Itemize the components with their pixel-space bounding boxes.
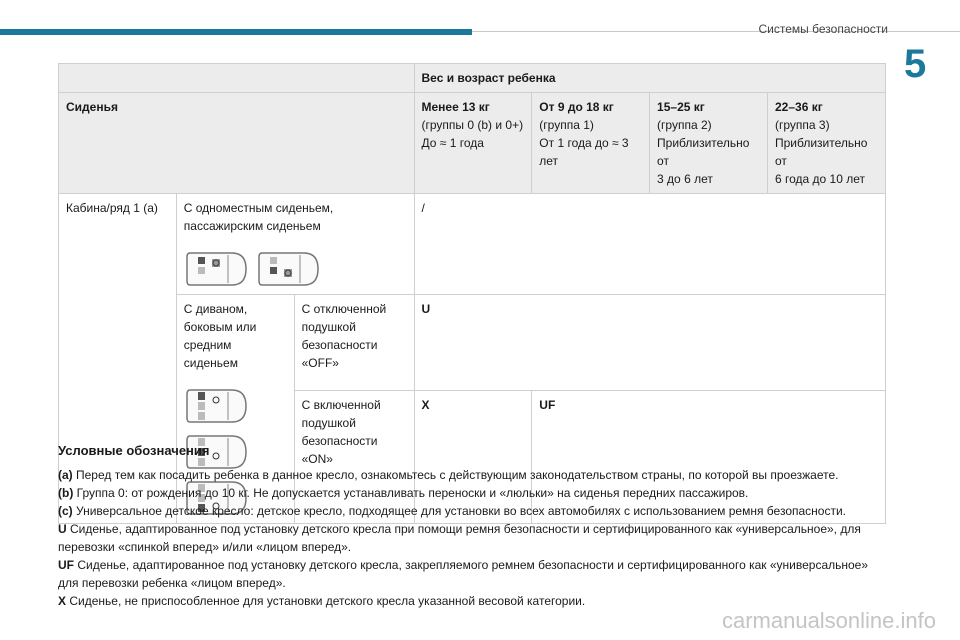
group-line: (группа 3) (775, 118, 830, 132)
legend-text: Перед тем как посадить ребенка в данное кресло, ознакомьтесь с действующим законодательством страны, по которой вы проезжаете. (72, 468, 839, 482)
single-seat-value: / (414, 194, 885, 295)
seat-type-label: С диваном, боковым или средним сиденьем (183, 302, 257, 370)
seat-type-label: С одноместным сиденьем, пассажирским сиденьем (183, 201, 334, 233)
legend-text: Универсальное детское кресло: детское кресло, подходящее для установки во всех автомобилях с использованием ремня безопасности. (72, 504, 846, 518)
group-line: (группы 0 (b) и 0+) (421, 118, 524, 132)
cabin-row-label: Кабина/ряд 1 (a) (59, 194, 177, 524)
legend-key: X (58, 594, 67, 608)
group-line: (группа 2) (657, 118, 712, 132)
legend-key: UF (58, 558, 74, 572)
legend-text: Сиденье, не приспособленное для установки детского кресла указанной весовой категории. (66, 594, 586, 608)
legend-item (58, 502, 888, 520)
airbag-off-label: С отключенной подушкой безопасности «OFF» (294, 295, 414, 391)
legend-key: (c) (58, 504, 73, 518)
airbag-off-value: U (414, 295, 885, 391)
group-title: 22–36 кг (775, 100, 823, 114)
group-title: От 9 до 18 кг (539, 100, 614, 114)
van-seat-diagram-icon (184, 249, 250, 289)
legend (58, 442, 888, 610)
legend-text: Сиденье, адаптированное под установку детского кресла, закрепляемого ремнем безопасности и сертифицированного как «универсальное» для перевозки ребенка «лицом вперед». (58, 558, 869, 590)
legend-item (58, 556, 888, 592)
legend-key: (b) (58, 486, 74, 500)
legend-key: (a) (58, 468, 73, 482)
airbag-on-value-uf: UF (532, 390, 886, 524)
legend-key: U (58, 522, 67, 536)
watermark[interactable]: carmanualsonline.info (721, 608, 936, 633)
group-title: Менее 13 кг (421, 100, 490, 114)
group-line: 3 до 6 лет (657, 172, 713, 186)
airbag-on-label: С включенной подушкой безопасности «ON» (294, 390, 414, 524)
group-line: От 1 года до ≈ 3 лет (539, 136, 629, 168)
group-line: (группа 1) (539, 118, 594, 132)
group-header (650, 93, 768, 194)
group-header (414, 93, 532, 194)
group-line: Приблизительно от (657, 136, 750, 168)
group-title: 15–25 кг (657, 100, 705, 114)
van-seat-diagram-icon (184, 386, 250, 426)
section-title: Системы безопасности (758, 22, 888, 36)
legend-text: Группа 0: от рождения до 10 кг. Не допускается устанавливать переноски и «люльки» на сиденья передних пассажиров. (73, 486, 749, 500)
group-line: До ≈ 1 года (421, 136, 484, 150)
airbag-on-value-x: X (414, 390, 532, 524)
empty-corner-cell (59, 64, 415, 93)
single-seat-cell (176, 194, 414, 295)
seats-header: Сиденья (59, 93, 415, 194)
group-header (768, 93, 886, 194)
chapter-number: 5 (904, 42, 927, 86)
van-seat-diagram-icon (256, 249, 322, 289)
legend-text: Сиденье, адаптированное под установку детского кресла при помощи ремня безопасности и сертифицированного как «универсальное», для перевозки «спинкой вперед» и/или «лицом вперед». (58, 522, 861, 554)
header-accent-bar (0, 29, 472, 35)
weight-age-header: Вес и возраст ребенка (414, 64, 885, 93)
group-line: 6 года до 10 лет (775, 172, 866, 186)
legend-item (58, 466, 888, 484)
legend-title: Условные обозначения (58, 443, 210, 458)
legend-item (58, 520, 888, 556)
group-header (532, 93, 650, 194)
group-line: Приблизительно от (775, 136, 868, 168)
legend-item (58, 484, 888, 502)
